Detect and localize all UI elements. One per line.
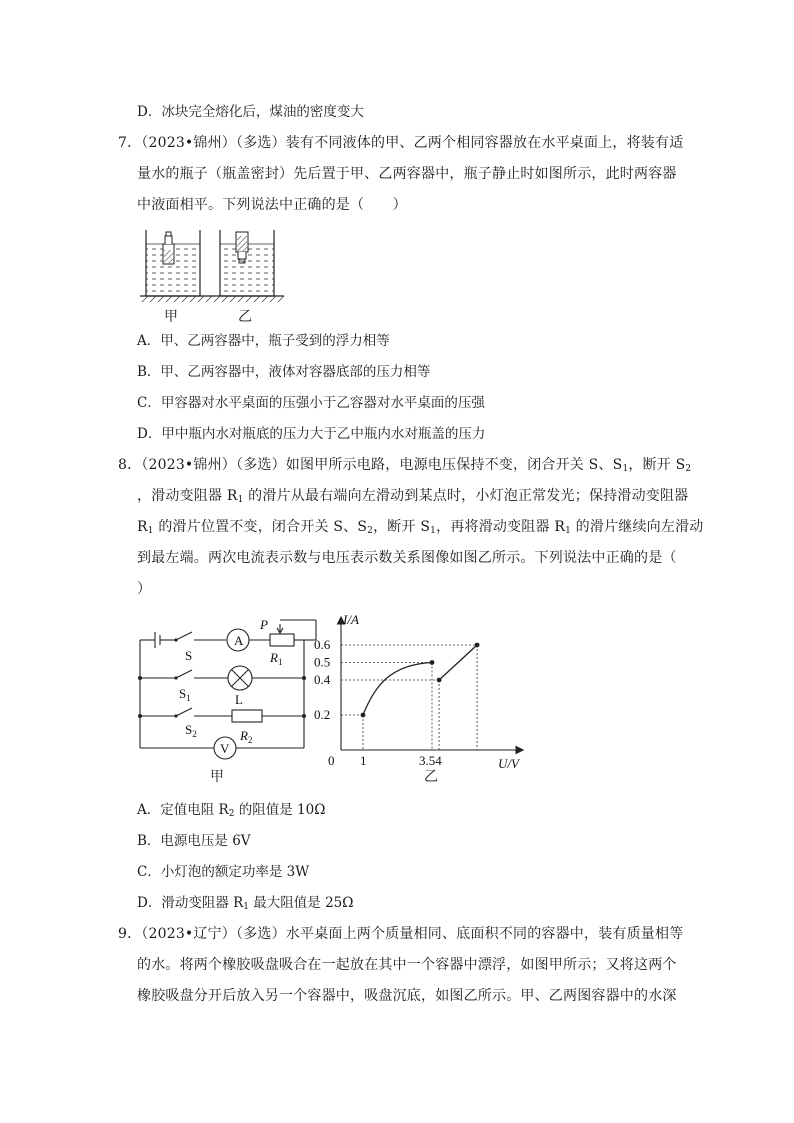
- q7-option-c: C．甲容器对水平桌面的压强小于乙容器对水平桌面的压强: [137, 395, 485, 411]
- origin-label: 0: [328, 753, 335, 768]
- resistor-r2-label: $R_2$: [240, 728, 253, 745]
- voltmeter-label: V: [220, 741, 230, 756]
- y-axis-label: I/A: [343, 612, 359, 627]
- series-1-point-0: [437, 678, 442, 683]
- q9-stem-line-3: 橡胶吸盘分开后放入另一个容器中，吸盘沉底，如图乙所示。甲、乙两图容器中的水深: [137, 988, 677, 1004]
- q7-stem-line-1: 7．（2023•锦州）（多选）装有不同液体的甲、乙两个相同容器放在水平桌面上，将装有适: [118, 135, 684, 151]
- switch-s-label: S: [185, 648, 193, 663]
- q8-option-c: C．小灯泡的额定功率是 3W: [137, 864, 310, 880]
- series-0-line: [363, 663, 432, 716]
- container-a: [146, 230, 200, 296]
- y-tick-label: 0.4: [314, 672, 331, 687]
- switch-s2-label: $S_2$: [185, 722, 197, 739]
- q7-option-b: B．甲、乙两容器中，液体对容器底部的压力相等: [137, 364, 431, 380]
- y-tick-label: 0.2: [314, 707, 331, 722]
- q8-option-d: D．滑动变阻器 $R_1$ 最大阻值是 25Ω: [137, 895, 354, 912]
- q6-option-d: D．冰块完全熔化后，煤油的密度变大: [137, 104, 364, 120]
- ammeter-label: A: [234, 633, 244, 648]
- series-0-point-1: [430, 660, 435, 665]
- y-tick-label: 0.6: [314, 637, 331, 652]
- switch-s1-label: $S_1$: [179, 686, 191, 703]
- q7-figure-caption-b: 乙: [238, 309, 252, 325]
- slider-label: P: [260, 617, 268, 632]
- y-tick-label: 0.5: [314, 654, 331, 670]
- q8-stem-line-5: ）: [137, 581, 152, 597]
- q7-stem-line-2: 量水的瓶子（瓶盖密封）先后置于甲、乙两容器中，瓶子静止时如图所示，此时两容器: [137, 166, 677, 182]
- rheostat-label: $R_1$: [270, 650, 283, 667]
- series-0-point-0: [361, 713, 366, 718]
- q7-containers-figure: [136, 222, 286, 322]
- q8-stem-line-2: ，滑动变阻器 $R_1$ 的滑片从最右端向左滑动到某点时，小灯泡正常发光；保持滑动变阻器: [137, 488, 689, 505]
- container-b: [220, 230, 274, 296]
- q8-circuit-caption: 甲: [210, 769, 224, 785]
- q9-stem-line-1: 9．（2023•辽宁）（多选）水平桌面上两个质量相同、底面积不同的容器中，装有质量相等: [118, 926, 684, 942]
- q7-figure-caption-a: 甲: [164, 309, 178, 325]
- q7-stem-line-3: 中液面相平。下列说法中正确的是（ ）: [137, 197, 407, 213]
- q8-stem-line-4: 到最左端。两次电流表示数与电压表示数关系图像如图乙所示。下列说法中正确的是（: [137, 550, 677, 566]
- q8-circuit-diagram: [130, 610, 330, 790]
- q8-option-b: B．电源电压是 6V: [137, 833, 251, 849]
- q8-stem-line-3: $R_1$ 的滑片位置不变，闭合开关 S、$S_2$，断开 $S_1$，再将滑动变阻器 $R_1$ 的滑片继续向左滑动: [137, 519, 704, 536]
- q8-option-a: A．定值电阻 $R_2$ 的阻值是 10Ω: [137, 802, 326, 819]
- q8-stem-line-1: 8．（2023•锦州）（多选）如图甲所示电路，电源电压保持不变，闭合开关 S、$S_1$，断开 $S_2$: [118, 457, 692, 474]
- series-1-point-1: [475, 643, 480, 648]
- q8-iu-graph: [310, 610, 525, 785]
- x-tick-label: 3.54: [419, 753, 442, 768]
- q8-graph-caption: 乙: [424, 769, 438, 785]
- x-tick-label: 1: [360, 753, 367, 768]
- lamp-label: L: [235, 692, 243, 707]
- series-1-line: [439, 645, 477, 680]
- q7-option-d: D．甲中瓶内水对瓶底的压力大于乙中瓶内水对瓶盖的压力: [137, 426, 486, 442]
- q9-stem-line-2: 的水。将两个橡胶吸盘吸合在一起放在其中一个容器中漂浮，如图甲所示；又将这两个: [137, 957, 677, 973]
- x-axis-label: U/V: [498, 756, 519, 771]
- q7-option-a: A．甲、乙两容器中，瓶子受到的浮力相等: [137, 333, 390, 349]
